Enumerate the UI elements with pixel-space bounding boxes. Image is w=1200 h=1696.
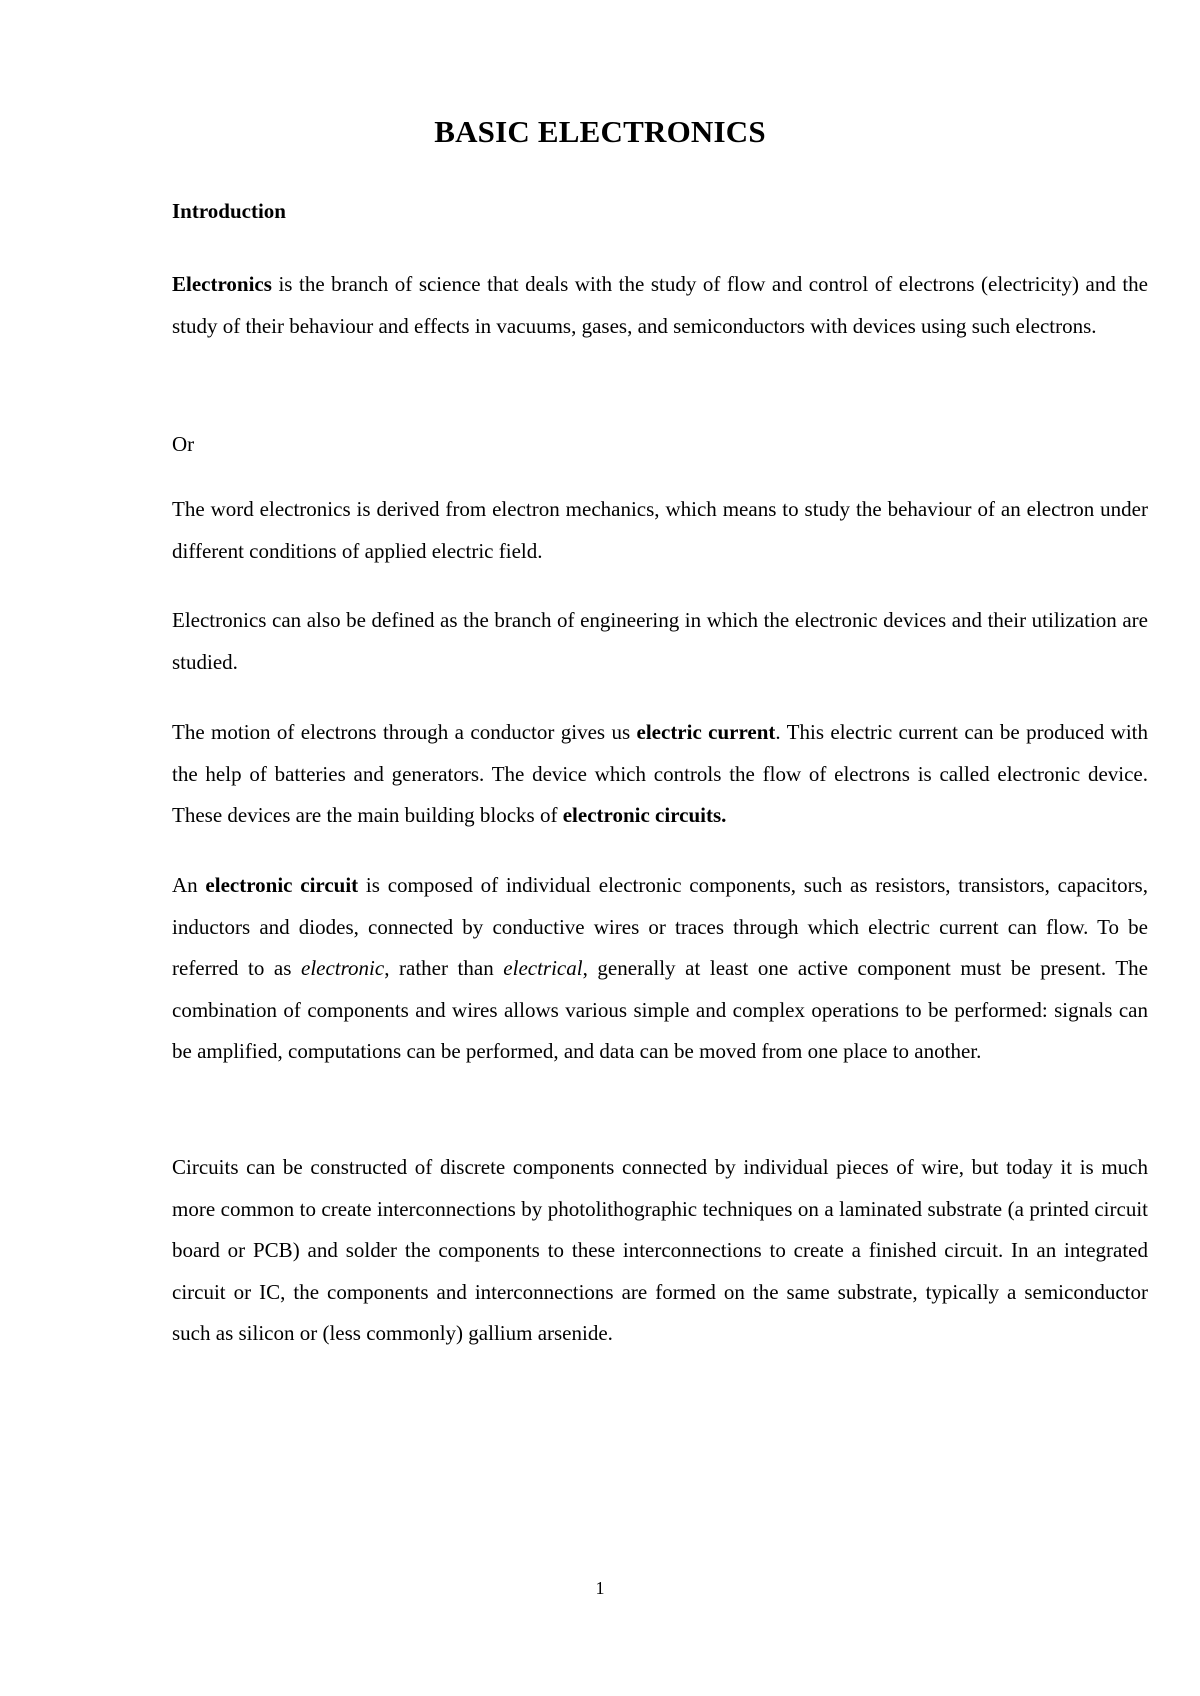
motion-text-1: The motion of electrons through a conductor gives us [172,720,637,744]
paragraph-word-origin: The word electronics is derived from electron mechanics, which means to study the behaviour of an electron under different conditions of applied electric field. [172,497,1148,563]
paragraph-circuit-construction: Circuits can be constructed of discrete components connected by individual pieces of wire, but today it is much more common to create interconnections by photolithographic techniques on a laminated substrate (a printed circuit board or PCB) and solder the components to these interconnections to create a finished circuit. In an integrated circuit or IC, the components and interconnections are formed on the same substrate, typically a semiconductor such as silicon or (less commonly) gallium arsenide. [172,1155,1148,1345]
circuit-text-2: is composed of individual electronic components, such as resistors, transistors, capacitors, inductors and diodes, connected by conductive wires or traces through which electric current can flow. To be referred to as [172,873,1148,980]
paragraph-or: Or [172,432,195,456]
circuit-text-1: An [172,873,206,897]
paragraph-electronic-circuit [172,865,1148,1073]
circuit-text-3: , rather than [384,956,504,980]
term-electrical-italic: electrical [503,956,583,980]
term-electric-current: electric current [636,720,776,744]
paragraph-definition [172,264,1148,347]
term-electronic-circuit: electronic circuit [205,873,359,897]
paragraph-alternate-definition: Electronics can also be defined as the branch of engineering in which the electronic devices and their utilization are studied. [172,608,1148,674]
paragraph-electron-motion [172,712,1148,837]
term-electronic-italic: electronic [301,956,385,980]
page-number: 1 [595,1578,605,1598]
motion-text-2: . This electric current can be produced with the help of batteries and generators. The device which controls the flow of electrons is called electronic device. These devices are the main building blocks of [172,720,1148,827]
document-title: BASIC ELECTRONICS [434,114,766,149]
term-electronics: Electronics [172,272,272,296]
circuit-text-4: , generally at least one active component must be present. The combination of components and wires allows various simple and complex operations to be performed: signals can be amplified, computations can be performed, and data can be moved from one place to another. [172,956,1148,1063]
section-heading-introduction: Introduction [172,199,286,223]
term-electronic-circuits: electronic circuits. [562,803,727,827]
definition-text: is the branch of science that deals with the study of flow and control of electrons (electricity) and the study of their behaviour and effects in vacuums, gases, and semiconductors with devices using such electrons. [172,272,1148,338]
